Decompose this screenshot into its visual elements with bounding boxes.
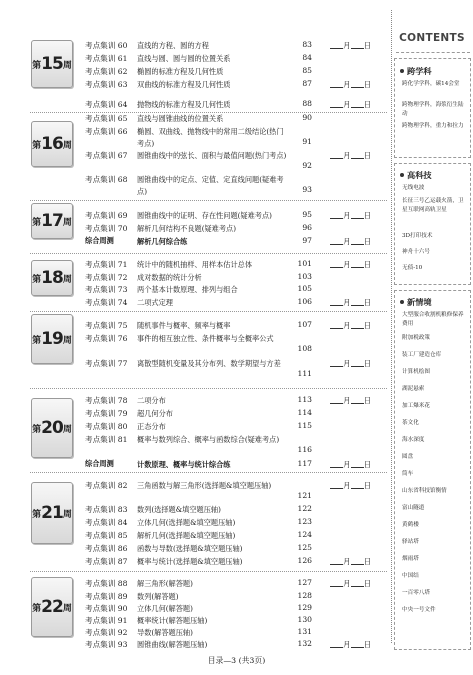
entry-page: 105	[297, 284, 312, 293]
sidebar-item[interactable]: 烟雨塔	[402, 556, 419, 562]
sidebar-item[interactable]: 中央一号文件	[402, 607, 436, 613]
section-name: 跨学科	[407, 66, 432, 76]
entry-title: 事件的相互独立性、条件概率与全概率公式	[137, 334, 274, 343]
date-month: 月	[343, 237, 351, 246]
week-number: 22	[41, 597, 63, 617]
week-number: 17	[41, 211, 63, 231]
sidebar-item[interactable]: 无侦-10	[402, 265, 423, 271]
entry-date[interactable]	[330, 320, 390, 331]
group-divider	[30, 253, 387, 254]
entry-date[interactable]	[330, 40, 390, 51]
date-month: 月	[343, 321, 351, 330]
sidebar-item[interactable]: 茶文化	[402, 420, 419, 426]
week-number: 18	[41, 268, 63, 288]
date-day: 日	[363, 481, 372, 490]
entry-code: 考点集训 70	[85, 224, 128, 233]
entry-title: 立体几何(解答题)	[137, 604, 193, 613]
entry-date[interactable]	[330, 480, 390, 491]
date-month: 月	[343, 80, 351, 89]
entry-page: 93	[302, 185, 312, 194]
entry-code: 考点集训 75	[85, 321, 128, 330]
date-day: 日	[363, 579, 372, 588]
entry-code: 考点集训 68	[85, 175, 128, 184]
date-month: 月	[343, 460, 351, 469]
entry-page: 125	[297, 543, 312, 552]
entry-title: 离散型随机变量及其分布列、数学期望与方差	[137, 359, 281, 368]
entry-title: 函数与导数(选择题&填空题压轴)	[137, 544, 243, 553]
entry-title: 二项式定理	[137, 298, 173, 307]
section-name: 高科技	[407, 170, 432, 180]
entry-code: 考点集训 92	[85, 628, 128, 637]
entry-date[interactable]	[330, 639, 390, 650]
heading-rule	[396, 52, 470, 53]
sidebar-item[interactable]: 计算机绘图	[402, 369, 430, 375]
entry-title: 数列(选择题&填空题压轴)	[137, 505, 221, 514]
week-badge	[31, 40, 73, 88]
week-suffix: 周	[62, 140, 72, 151]
date-month: 月	[343, 640, 351, 649]
date-day: 日	[363, 298, 372, 307]
entry-code: 考点集训 69	[85, 211, 128, 220]
entry-title: 立体几何(选择题&填空题压轴)	[137, 518, 236, 527]
date-day: 日	[363, 321, 372, 330]
week-prefix: 第	[32, 603, 42, 614]
date-day: 日	[363, 100, 372, 109]
entry-date[interactable]	[330, 556, 390, 567]
sidebar-item[interactable]: 无线电波	[402, 185, 425, 191]
week-prefix: 第	[32, 217, 42, 228]
sidebar-item[interactable]: 富山隧道	[402, 505, 425, 511]
entry-page: 107	[297, 320, 312, 329]
entry-code: 综合周测	[85, 459, 114, 468]
group-divider	[30, 472, 387, 473]
sidebar-item[interactable]: 黄鹤楼	[402, 522, 419, 528]
week-prefix: 第	[32, 60, 42, 71]
date-month: 月	[343, 557, 351, 566]
date-month: 月	[343, 211, 351, 220]
week-number: 20	[41, 418, 63, 438]
entry-code: 考点集训 78	[85, 396, 128, 405]
group-divider	[30, 388, 387, 389]
entry-page: 132	[297, 639, 312, 648]
sidebar-section-heading	[400, 297, 432, 308]
week-suffix: 周	[62, 603, 72, 614]
entry-page: 129	[297, 603, 312, 612]
entry-page: 115	[297, 421, 312, 430]
entry-code: 考点集训 72	[85, 273, 128, 282]
sidebar-section-heading	[400, 170, 432, 181]
week-badge	[31, 398, 73, 458]
date-month: 月	[343, 298, 351, 307]
entry-title: 直线与圆、圆与圆的位置关系	[137, 54, 231, 63]
entry-page: 84	[302, 53, 312, 62]
entry-page: 114	[297, 408, 312, 417]
sidebar-item[interactable]: 驿站塔	[402, 539, 419, 545]
entry-title: 椭圆、双曲线、抛物线中的常用二级结论(热门考点)	[137, 127, 284, 148]
entry-page: 113	[297, 395, 312, 404]
entry-code: 考点集训 73	[85, 285, 128, 294]
week-suffix: 周	[62, 424, 72, 435]
group-divider	[30, 571, 387, 572]
date-day: 日	[363, 359, 372, 368]
entry-code: 考点集训 71	[85, 260, 128, 269]
entry-code: 考点集训 76	[85, 334, 128, 343]
week-badge	[31, 203, 73, 239]
entry-title: 成对数据的统计分析	[137, 273, 202, 282]
entry-title: 直线与圆锥曲线的位置关系	[137, 114, 224, 123]
entry-page: 87	[302, 79, 312, 88]
sidebar-item[interactable]: 跨物理学科，重力和拉力	[402, 123, 464, 129]
entry-title: 圆锥曲线中的弦长、面积与最值问题(热门考点)	[137, 151, 287, 160]
group-divider	[30, 311, 387, 312]
entry-title: 两个基本计数原理、排列与组合	[137, 285, 238, 294]
entry-page: 90	[302, 113, 312, 122]
week-prefix: 第	[32, 335, 42, 346]
entry-title: 超几何分布	[137, 409, 173, 418]
entry-page: 124	[297, 530, 312, 539]
entry-code: 考点集训 74	[85, 298, 128, 307]
entry-code: 综合周测	[85, 236, 114, 245]
week-prefix: 第	[32, 274, 42, 285]
sidebar-section-heading	[400, 66, 432, 77]
date-day: 日	[363, 460, 372, 469]
sidebar-item[interactable]: 山东省科技馆衡情	[402, 488, 447, 494]
entry-page: 103	[297, 272, 312, 281]
entry-title: 随机事件与概率、频率与概率	[137, 321, 231, 330]
week-badge	[31, 577, 73, 637]
entry-page: 116	[297, 445, 312, 454]
entry-code: 考点集训 80	[85, 422, 128, 431]
sidebar-item[interactable]: 附加税政策	[402, 335, 430, 341]
entry-title: 圆锥曲线中的定点、定值、定直线问题(疑难考点)	[137, 175, 284, 196]
entry-page: 91	[302, 137, 312, 146]
entry-title: 圆锥曲线(解答题压轴)	[137, 640, 208, 649]
entry-title: 解析几何(选择题&填空题压轴)	[137, 531, 236, 540]
date-month: 月	[343, 41, 351, 50]
entry-date[interactable]	[330, 150, 390, 161]
entry-date[interactable]	[330, 578, 390, 589]
entry-page: 131	[297, 627, 312, 636]
entry-page: 88	[302, 99, 312, 108]
sidebar-item[interactable]: 筒车	[402, 471, 414, 477]
entry-code: 考点集训 85	[85, 531, 128, 540]
page-footer: 目录—3 (共3页)	[207, 656, 266, 665]
entry-code: 考点集训 67	[85, 151, 128, 160]
week-number: 15	[41, 54, 63, 74]
entry-page: 122	[297, 504, 312, 513]
week-number: 16	[41, 134, 63, 154]
contents-heading: CONTENTS	[399, 32, 465, 44]
date-day: 日	[363, 260, 372, 269]
week-badge	[31, 121, 73, 167]
date-month: 月	[343, 481, 351, 490]
date-day: 日	[363, 640, 372, 649]
sidebar-item[interactable]: 大型服合收割机粮修保养费用	[402, 312, 464, 327]
sidebar-item[interactable]: 装工厂建造仓库	[402, 352, 442, 358]
entry-page: 121	[297, 491, 312, 500]
entry-title: 直线的方程、圆的方程	[137, 41, 209, 50]
date-day: 日	[363, 80, 372, 89]
entry-title: 三角函数与解三角形(选择题&填空题压轴)	[137, 481, 272, 490]
entry-page: 92	[302, 161, 312, 170]
entry-page: 126	[297, 556, 312, 565]
entry-code: 考点集训 79	[85, 409, 128, 418]
bullet-icon	[400, 69, 404, 73]
entry-title: 解析几何综合练	[137, 237, 188, 246]
entry-code: 考点集训 81	[85, 435, 128, 444]
entry-title: 抛物线的标准方程及几何性质	[137, 100, 231, 109]
entry-code: 考点集训 60	[85, 41, 128, 50]
entry-date[interactable]	[330, 236, 390, 247]
entry-date[interactable]	[330, 395, 390, 406]
entry-date[interactable]	[330, 99, 390, 110]
entry-code: 考点集训 86	[85, 544, 128, 553]
sidebar-item[interactable]: 3D打印技术	[402, 233, 433, 239]
entry-code: 考点集训 65	[85, 114, 128, 123]
entry-page: 85	[302, 66, 312, 75]
week-suffix: 周	[62, 335, 72, 346]
entry-code: 考点集训 66	[85, 127, 128, 136]
section-name: 新情境	[407, 297, 432, 307]
entry-date[interactable]	[330, 459, 390, 470]
entry-page: 97	[302, 236, 312, 245]
entry-page: 111	[297, 369, 312, 378]
group-divider	[30, 200, 387, 201]
sidebar-item[interactable]: 跨化学学科，碳14会堂	[402, 81, 460, 87]
entry-title: 统计中的随机抽样、用样本估计总体	[137, 260, 253, 269]
entry-date[interactable]	[330, 259, 390, 270]
week-suffix: 周	[62, 509, 72, 520]
date-month: 月	[343, 579, 351, 588]
entry-code: 考点集训 84	[85, 518, 128, 527]
entry-page: 123	[297, 517, 312, 526]
entry-page: 101	[297, 259, 312, 268]
week-badge	[31, 482, 73, 544]
bullet-icon	[400, 300, 404, 304]
week-prefix: 第	[32, 140, 42, 151]
week-suffix: 周	[62, 60, 72, 71]
entry-page: 130	[297, 615, 312, 624]
entry-page: 106	[297, 297, 312, 306]
entry-page: 128	[297, 591, 312, 600]
entry-date[interactable]	[330, 210, 390, 221]
entry-title: 概率与统计(选择题&填空题压轴)	[137, 557, 243, 566]
entry-code: 考点集训 93	[85, 640, 128, 649]
sidebar-item[interactable]: 长征三号乙运载火箭，卫星互联网高轨卫星	[402, 198, 464, 213]
entry-code: 考点集训 61	[85, 54, 128, 63]
date-day: 日	[363, 151, 372, 160]
week-suffix: 周	[62, 217, 72, 228]
date-day: 日	[363, 396, 372, 405]
entry-title: 双曲线的标准方程及几何性质	[137, 80, 231, 89]
date-month: 月	[343, 260, 351, 269]
entry-code: 考点集训 83	[85, 505, 128, 514]
entry-code: 考点集训 91	[85, 616, 128, 625]
bullet-icon	[400, 173, 404, 177]
entry-title: 解析几何结构不良题(疑难考点)	[137, 224, 237, 233]
date-day: 日	[363, 237, 372, 246]
sidebar-item[interactable]: 加工爆米花	[402, 403, 430, 409]
entry-code: 考点集训 88	[85, 579, 128, 588]
entry-page: 127	[297, 578, 312, 587]
entry-title: 数列(解答题)	[137, 592, 179, 601]
entry-date[interactable]	[330, 79, 390, 90]
entry-page: 96	[302, 223, 312, 232]
entry-title: 概率统计(解答题压轴)	[137, 616, 208, 625]
entry-code: 考点集训 63	[85, 80, 128, 89]
entry-title: 椭圆的标准方程及几何性质	[137, 67, 224, 76]
week-badge	[31, 260, 73, 296]
week-suffix: 周	[62, 274, 72, 285]
week-number: 21	[41, 503, 63, 523]
entry-title: 正态分布	[137, 422, 166, 431]
entry-page: 95	[302, 210, 312, 219]
week-prefix: 第	[32, 424, 42, 435]
sidebar-item[interactable]: 圆盘	[402, 454, 414, 460]
entry-code: 考点集训 87	[85, 557, 128, 566]
date-month: 月	[343, 100, 351, 109]
entry-code: 考点集训 90	[85, 604, 128, 613]
entry-code: 考点集训 64	[85, 100, 128, 109]
entry-code: 考点集训 82	[85, 481, 128, 490]
date-month: 月	[343, 396, 351, 405]
date-day: 日	[363, 41, 372, 50]
date-day: 日	[363, 211, 372, 220]
week-number: 19	[41, 329, 63, 349]
sidebar-item[interactable]: 跨物理学科，海浆衍生陆动	[402, 102, 464, 117]
date-month: 月	[343, 359, 351, 368]
date-month: 月	[343, 151, 351, 160]
entry-code: 考点集训 77	[85, 359, 128, 368]
week-prefix: 第	[32, 509, 42, 520]
entry-code: 考点集训 62	[85, 67, 128, 76]
entry-title: 解三角形(解答题)	[137, 579, 193, 588]
week-badge	[31, 314, 73, 364]
entry-date[interactable]	[330, 297, 390, 308]
entry-title: 概率与数列综合、概率与函数综合(疑难考点)	[137, 435, 280, 444]
entry-title: 导数(解答题压轴)	[137, 628, 193, 637]
sidebar-item[interactable]: 神舟十六号	[402, 249, 430, 255]
sidebar-item[interactable]: 湖泥悬索	[402, 386, 425, 392]
entry-date[interactable]	[330, 358, 390, 369]
entry-title: 计数原理、概率与统计综合练	[137, 460, 231, 469]
column-divider	[391, 10, 392, 643]
entry-page: 117	[297, 459, 312, 468]
sidebar-item[interactable]: 海水深度	[402, 437, 425, 443]
entry-title: 二项分布	[137, 396, 166, 405]
date-day: 日	[363, 557, 372, 566]
entry-code: 考点集训 89	[85, 592, 128, 601]
entry-title: 圆锥曲线中的证明、存在性问题(疑难考点)	[137, 211, 272, 220]
entry-page: 108	[297, 344, 312, 353]
sidebar-item[interactable]: 中国结	[402, 573, 419, 579]
entry-page: 83	[302, 40, 312, 49]
sidebar-item[interactable]: 一百零八塔	[402, 590, 430, 596]
